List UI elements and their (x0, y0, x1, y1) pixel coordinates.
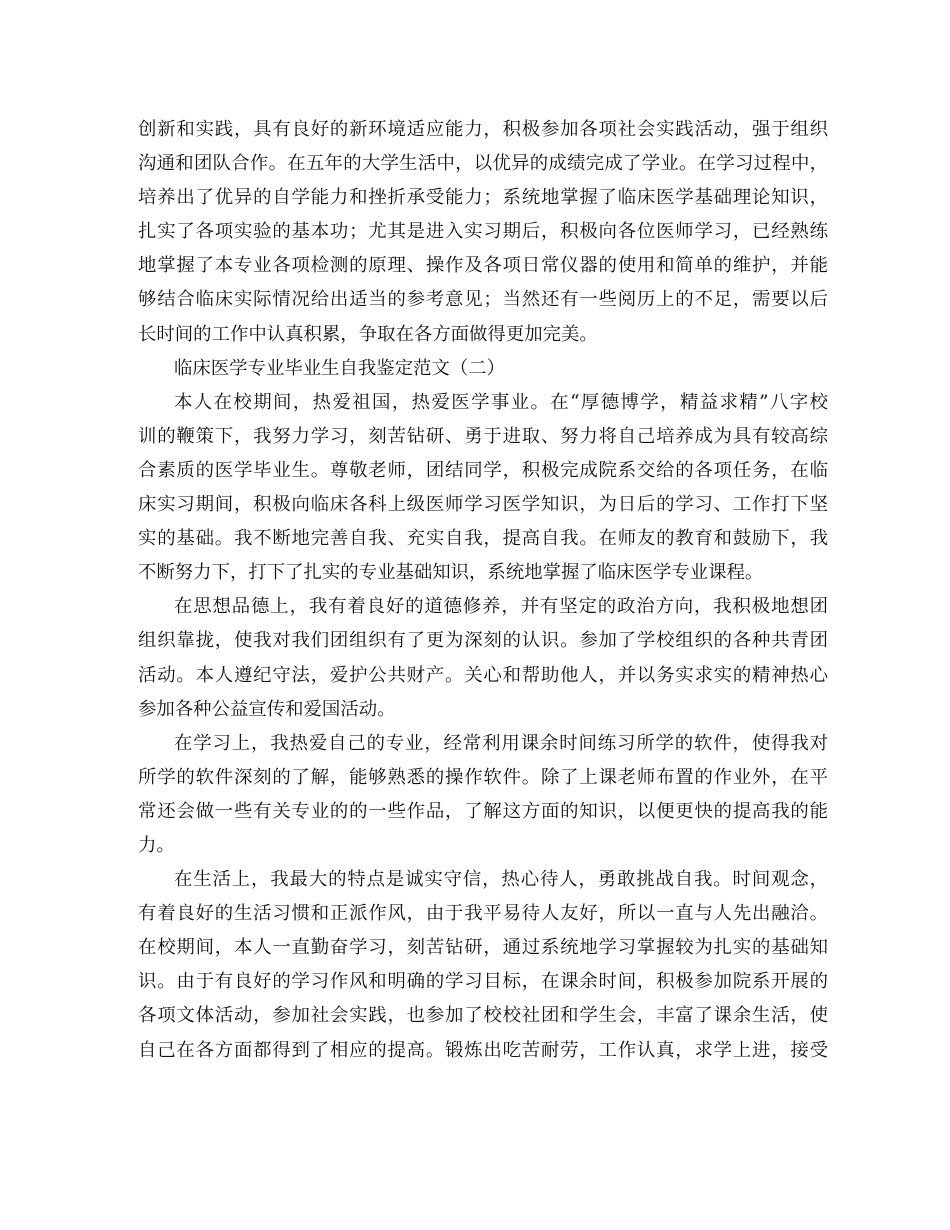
text-line: 沟通和团队合作。在五年的大学生活中，以优异的成绩完成了学业。在学习过程中， (138, 153, 828, 175)
text-line: 够结合临床实际情况给出适当的参考意见；当然还有一些阅历上的不足，需要以后 (138, 289, 828, 311)
text-line: 力。 (138, 834, 175, 856)
text-line: 组织靠拢，使我对我们团组织有了更为深刻的认识。参加了学校组织的各种共青团 (138, 630, 828, 652)
text-line: 合素质的医学毕业生。尊敬老师，团结同学，积极完成院系交给的各项任务，在临 (138, 459, 828, 481)
text-line: 识。由于有良好的学习作风和明确的学习目标，在课余时间，积极参加院系开展的 (138, 971, 828, 993)
text-line: 在校期间，本人一直勤奋学习，刻苦钻研，通过系统地学习掌握较为扎实的基础知 (138, 937, 828, 959)
text-line: 常还会做一些有关专业的的一些作品，了解这方面的知识，以便更快的提高我的能 (138, 800, 828, 822)
text-line: 训的鞭策下，我努力学习，刻苦钻研、勇于进取、努力将自己培养成为具有较高综 (138, 425, 828, 447)
text-line: 在生活上，我最大的特点是诚实守信，热心待人，勇敢挑战自我。时间观念， (174, 869, 828, 891)
text-line: 不断努力下，打下了扎实的专业基础知识，系统地掌握了临床医学专业课程。 (138, 562, 764, 584)
document-body (138, 113, 828, 1068)
text-line: 培养出了优异的自学能力和挫折承受能力；系统地掌握了临床医学基础理论知识， (138, 187, 828, 209)
text-line: 自己在各方面都得到了相应的提高。锻炼出吃苦耐劳，工作认真，求学上进，接受 (138, 1039, 828, 1061)
text-line: 本人在校期间，热爱祖国，热爱医学事业。在“厚德博学，精益求精”八字校 (174, 391, 828, 413)
text-line: 创新和实践，具有良好的新环境适应能力，积极参加各项社会实践活动，强于组织 (138, 119, 828, 140)
text-line: 长时间的工作中认真积累，争取在各方面做得更加完美。 (138, 323, 598, 345)
text-line: 床实习期间，积极向临床各科上级医师学习医学知识，为日后的学习、工作打下坚 (138, 494, 828, 516)
text-line: 在思想品德上，我有着良好的道德修养，并有坚定的政治方向，我积极地想团 (174, 596, 828, 618)
text-line: 各项文体活动，参加社会实践，也参加了校校社团和学生会，丰富了课余生活，使 (138, 1005, 828, 1027)
text-line: 有着良好的生活习惯和正派作风，由于我平易待人友好，所以一直与人先出融洽。 (138, 903, 828, 925)
text-line: 实的基础。我不断地完善自我、充实自我，提高自我。在师友的教育和鼓励下，我 (138, 528, 828, 550)
text-line: 地掌握了本专业各项检测的原理、操作及各项日常仪器的使用和简单的维护，并能 (138, 255, 828, 277)
text-line: 所学的软件深刻的了解，能够熟悉的操作软件。除了上课老师布置的作业外，在平 (138, 766, 828, 788)
text-line: 扎实了各项实验的基本功；尤其是进入实习期后，积极向各位医师学习，已经熟练 (138, 221, 828, 243)
text-line: 活动。本人遵纪守法，爱护公共财产。关心和帮助他人，并以务实求实的精神热心 (138, 664, 828, 686)
text-line: 参加各种公益宣传和爱国活动。 (138, 698, 396, 720)
text-line: 在学习上，我热爱自己的专业，经常利用课余时间练习所学的软件，使得我对 (174, 732, 828, 754)
section-heading: 临床医学专业毕业生自我鉴定范文（二） (174, 357, 506, 379)
